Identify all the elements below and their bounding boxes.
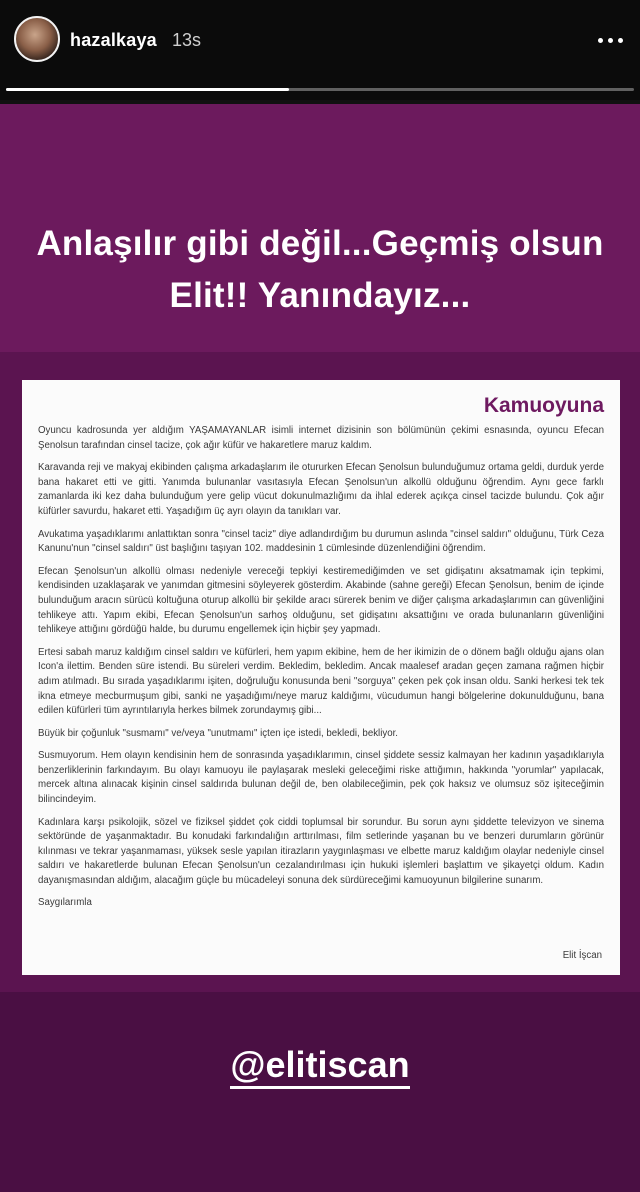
avatar[interactable] (14, 16, 60, 62)
statement-paragraph: Avukatıma yaşadıklarımı anlattıktan sonra "cinsel taciz" diye adlandırdığım bu durumun aslında "cinsel saldırı" olduğunu, Türk Ceza Kanunu'nun "cinsel saldırı" üst başlığını taşıyan 102. maddesinin 1 cümlesinde düzenlendiğini öğrendim. (38, 528, 604, 555)
statement-closing: Saygılarımla (38, 896, 92, 908)
statement-paragraph: Büyük bir çoğunluk "susmamı" ve/veya "unutmamı" içten içe istedi, bekledi, bekliyor. (38, 727, 398, 739)
mention-link[interactable] (0, 1044, 640, 1086)
statement-paragraph: Efecan Şenolsun'un alkollü olması nedeniyle vereceği tepkiyi kestiremediğimden ve set gidişatını aksatmamak için tepkimi, kendisinden uzaklaşarak ve yanımdan gitmesini söyleyerek gösterdim. Akabinde (sahne gereği) Efecan Şenolsun, benim de içinde bulunduğum aracın sürücü koltuğuna oturup alkollü bir şekilde aracı sürerek benim ve diğer çalışma arkadaşlarımın can güvenliğini tehlikeye attı. Yapım ekibi, Efecan Şenolsun'un sarhoş olduğunu, set gidişatını aksattığını ve orada bulunanların güvenliğini tehlikeye attığını gördüğü halde, bu durumu engellemek için hiçbir şey yapmadı. (38, 565, 604, 636)
story-headline: Anlaşılır gibi değil...Geçmiş olsun Elit!! Yanındayız... (36, 224, 604, 315)
story-header (0, 0, 640, 100)
statement-paragraph: Susmuyorum. Hem olayın kendisinin hem de sonrasında yaşadıklarımın, cinsel şiddete sessiz kalmayan her kadının yaşadıklarıyla benzerliklerinin farkındayım. Bu olayı kamuoyu ile paylaşarak mesleki geleceğimi riske attığımın, hakkında "yorumlar" yapılacak, mercek altına alınacak kişinin cinsel saldırıda bulunan değil de, ben olabileceğimin, pek çok haksız ve olumsuz söz işiteceğimin bilincindeyim. (38, 750, 604, 806)
statement-document (22, 380, 620, 975)
post-time: 13s (172, 30, 202, 50)
statement-paragraph: Oyuncu kadrosunda yer aldığım YAŞAMAYANLAR isimli internet dizisinin son bölümünün çekimi esnasında, oyuncu Efecan Şenolsun tarafından cinsel tacize, çok ağır küfür ve hakaretlere maruz kaldım. (38, 425, 604, 451)
story-progress-bar (6, 88, 634, 91)
statement-paragraph: Kadınlara karşı psikolojik, sözel ve fiziksel şiddet çok ciddi toplumsal bir sorundur. Bu sorun aynı şiddette televizyon ve sinema sektöründe de yaşanmaktadır. Bu konudaki farkındalığın arttırılması, film setlerinde yaşanan bu ve benzeri durumların görünür kılınması ve tekrar yaşanmaması, yüksek sesle yapılan itirazların yaygınlaşması ve elbette maruz kaldığım olaylar nedeniyle cinsel saldırı ve hakaretlerde bulunan Efecan Şenolsun'un cezalandırılması için hukuki işlemleri başlattım ve şikayetçi oldum. Kadın dayanışmasından aldığım, alacağım güçle bu mücadeleyi sonuna dek sürdüreceğimi kamuoyunun bilgilerine sunarım. (38, 816, 604, 887)
story-progress-fill (6, 88, 289, 91)
statement-title: Kamuoyuna (483, 394, 604, 417)
username[interactable]: hazalkaya (70, 30, 157, 50)
more-options-icon[interactable] (592, 28, 628, 52)
statement-paragraph: Karavanda reji ve makyaj ekibinden çalışma arkadaşlarım ile otururken Efecan Şenolsun bulunduğumuz ortama geldi, durduk yerde bana hakaret etti ve gitti. Yanımda bulunanlar vasıtasıyla Efecan Şenolsun'un alkollü olduğunu öğrendim. Aynı gece farklı zamanlarda iki kez daha bulunduğum yere gelip vücut dokunulmazlığımı da ihlal ederek açıkça cinsel tacizde bulundu. Çok ağır küfürler savurdu, hakaret etti. Yaşadığım üç ayrı olayın da tanıkları var. (38, 462, 604, 517)
statement-paragraph: Ertesi sabah maruz kaldığım cinsel saldırı ve küfürleri, hem yapım ekibine, hem de her ikimizin de o dönem bağlı olduğu ajans olan Icon'a ilettim. Benden süre istendi. Bu süreleri verdim. Bekledim, bekledim. Ancak maalesef aradan geçen zamana rağmen hiçbir adım atılmadı. Bu sırada yaşadıklarımı işiten, doğruluğu konusunda beni "sorguya" çeken pek çok insan oldu. Sanki herkesi tek tek ikna etmeye mecburmuşum gibi, sanki ne yaşadığımı/neye maruz kaldığımı, vücudumun hangi bölgelerine dokunulduğunu, bana edilen küfürleri tüm ayrıntılarıyla herkes bilmek zorundaymış gibi... (38, 646, 604, 717)
mention-panel (0, 992, 640, 1192)
statement-signature: Elit İşcan (562, 950, 602, 961)
mention-text[interactable]: @elitiscan (230, 1044, 409, 1089)
